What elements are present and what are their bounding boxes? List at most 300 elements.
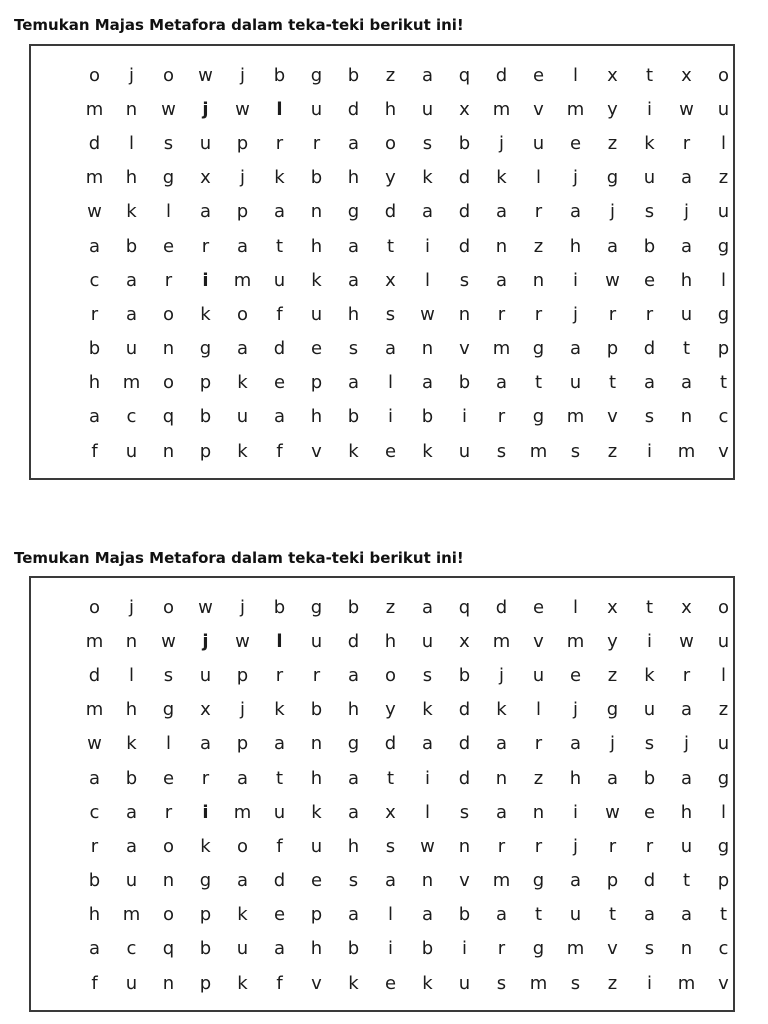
grid-letter: m xyxy=(529,972,548,994)
grid-letter: l xyxy=(387,372,393,394)
grid-letter: t xyxy=(386,767,395,789)
grid-letter: z xyxy=(533,767,544,789)
grid-letter: h xyxy=(680,269,693,291)
grid-letter: o xyxy=(162,904,174,926)
grid-letter: d xyxy=(458,699,471,721)
grid-letter: o xyxy=(88,596,100,618)
grid-letter: g xyxy=(162,167,175,189)
grid-letter: s xyxy=(163,132,174,154)
grid-letter: b xyxy=(273,64,286,86)
grid-letter: u xyxy=(717,201,730,223)
grid-letter: s xyxy=(644,733,655,755)
grid-letter: b xyxy=(458,132,471,154)
grid-letter: u xyxy=(125,338,138,360)
grid-letter: t xyxy=(534,372,543,394)
grid-letter: m xyxy=(492,630,511,652)
grid-letter: a xyxy=(347,269,360,291)
grid-letter: s xyxy=(385,835,396,857)
grid-letter: u xyxy=(680,303,693,325)
grid-letter: o xyxy=(162,596,174,618)
grid-letter: t xyxy=(386,235,395,257)
grid-letter: j xyxy=(498,132,504,154)
grid-letter: c xyxy=(718,406,729,428)
grid-letter: j xyxy=(239,699,245,721)
grid-letter: g xyxy=(717,835,730,857)
grid-letter: n xyxy=(125,98,138,120)
grid-letter: a xyxy=(421,596,434,618)
grid-letter: a xyxy=(384,338,397,360)
grid-letter: g xyxy=(532,406,545,428)
grid-letter: g xyxy=(162,699,175,721)
grid-letter: i xyxy=(646,440,652,462)
grid-letter: k xyxy=(237,372,248,394)
grid-letter: l xyxy=(128,664,134,686)
grid-letter: g xyxy=(606,167,619,189)
grid-letter: m xyxy=(85,98,104,120)
grid-letter: p xyxy=(236,733,249,755)
grid-letter: c xyxy=(89,801,100,823)
grid-letter: u xyxy=(310,630,323,652)
grid-letter: c xyxy=(126,938,137,960)
grid-letter: b xyxy=(643,767,656,789)
grid-letter: i xyxy=(461,938,467,960)
grid-letter: u xyxy=(569,372,582,394)
grid-letter: r xyxy=(534,303,543,325)
grid-letter: a xyxy=(125,835,138,857)
grid-letter: n xyxy=(532,269,545,291)
grid-letter: f xyxy=(91,972,98,994)
grid-letter: b xyxy=(310,699,323,721)
grid-letter: d xyxy=(347,630,360,652)
grid-letter: x xyxy=(385,801,396,823)
grid-letter: e xyxy=(310,338,323,360)
grid-letter: a xyxy=(421,904,434,926)
grid-letter: d xyxy=(495,64,508,86)
grid-letter: k xyxy=(644,132,655,154)
grid-letter: w xyxy=(87,733,102,755)
grid-letter: n xyxy=(495,235,508,257)
grid-letter: w xyxy=(605,801,620,823)
grid-letter: b xyxy=(347,64,360,86)
grid-letter: s xyxy=(570,972,581,994)
grid-letter: a xyxy=(569,733,582,755)
grid-letter: g xyxy=(199,870,212,892)
grid-letter: l xyxy=(165,201,171,223)
grid-letter: h xyxy=(88,904,101,926)
grid-letter: a xyxy=(680,699,693,721)
grid-letter: e xyxy=(162,767,175,789)
grid-letter: j xyxy=(128,64,134,86)
grid-letter: g xyxy=(532,338,545,360)
grid-letter: y xyxy=(607,630,618,652)
grid-letter: b xyxy=(88,870,101,892)
grid-letter: e xyxy=(273,372,286,394)
grid-letter: z xyxy=(607,440,618,462)
grid-letter: w xyxy=(87,201,102,223)
grid-letter: i xyxy=(461,406,467,428)
grid-letter: j xyxy=(683,201,689,223)
grid-letter: k xyxy=(274,699,285,721)
grid-letter: k xyxy=(348,440,359,462)
grid-letter: l xyxy=(720,801,726,823)
grid-letter: a xyxy=(421,733,434,755)
grid-letter: u xyxy=(643,167,656,189)
grid-letter: t xyxy=(608,372,617,394)
grid-letter: u xyxy=(421,630,434,652)
grid-letter: c xyxy=(718,938,729,960)
grid-letter: a xyxy=(495,372,508,394)
grid-letter: k xyxy=(496,699,507,721)
grid-letter: r xyxy=(645,303,654,325)
grid-letter: n xyxy=(162,972,175,994)
grid-letter: t xyxy=(719,904,728,926)
grid-letter: a xyxy=(347,904,360,926)
grid-letter: a xyxy=(384,870,397,892)
grid-letter: a xyxy=(680,167,693,189)
grid-letter: p xyxy=(199,372,212,394)
grid-letter: w xyxy=(420,835,435,857)
grid-letter: r xyxy=(90,303,99,325)
grid-letter: m xyxy=(85,630,104,652)
grid-letter: k xyxy=(311,801,322,823)
grid-letter: r xyxy=(275,664,284,686)
grid-letter: o xyxy=(384,132,396,154)
grid-letter: k xyxy=(200,303,211,325)
grid-letter: m xyxy=(122,904,141,926)
letter-grid xyxy=(76,58,742,468)
grid-letter: e xyxy=(643,801,656,823)
grid-letter: r xyxy=(534,835,543,857)
grid-letter: o xyxy=(162,303,174,325)
grid-letter: a xyxy=(88,938,101,960)
grid-letter: k xyxy=(422,699,433,721)
grid-letter: b xyxy=(125,235,138,257)
grid-letter: a xyxy=(347,372,360,394)
grid-letter: p xyxy=(717,338,730,360)
grid-letter: u xyxy=(717,98,730,120)
grid-letter: h xyxy=(310,235,323,257)
grid-letter: a xyxy=(421,201,434,223)
grid-letter: h xyxy=(310,938,323,960)
grid-letter: d xyxy=(347,98,360,120)
grid-letter: z xyxy=(607,972,618,994)
grid-letter: p xyxy=(606,870,619,892)
grid-letter: k xyxy=(200,835,211,857)
grid-letter: a xyxy=(347,235,360,257)
grid-letter: k xyxy=(422,972,433,994)
grid-letter: g xyxy=(717,235,730,257)
grid-letter: v xyxy=(311,440,322,462)
grid-letter: u xyxy=(458,972,471,994)
grid-letter: a xyxy=(643,904,656,926)
grid-letter: u xyxy=(532,132,545,154)
grid-letter: w xyxy=(679,630,694,652)
grid-letter: r xyxy=(312,132,321,154)
grid-letter: c xyxy=(89,269,100,291)
grid-letter: u xyxy=(125,870,138,892)
grid-letter: n xyxy=(125,630,138,652)
grid-letter: l xyxy=(572,596,578,618)
grid-letter: n xyxy=(532,801,545,823)
grid-letter: g xyxy=(532,870,545,892)
grid-letter: k xyxy=(237,904,248,926)
grid-letter: w xyxy=(679,98,694,120)
grid-letter: o xyxy=(384,664,396,686)
grid-letter: p xyxy=(236,132,249,154)
grid-letter: a xyxy=(606,767,619,789)
grid-letter: o xyxy=(236,303,248,325)
grid-letter: v xyxy=(459,870,470,892)
grid-letter: p xyxy=(236,664,249,686)
grid-letter: a xyxy=(495,904,508,926)
grid-letter: m xyxy=(566,406,585,428)
grid-letter: i xyxy=(646,972,652,994)
grid-letter: m xyxy=(492,870,511,892)
grid-letter: g xyxy=(310,64,323,86)
puzzle-frame xyxy=(29,576,735,1012)
grid-letter: r xyxy=(312,664,321,686)
grid-letter: l xyxy=(572,64,578,86)
grid-letter: t xyxy=(682,870,691,892)
grid-letter: t xyxy=(645,596,654,618)
grid-letter: s xyxy=(496,972,507,994)
grid-letter: j xyxy=(128,596,134,618)
grid-letter: w xyxy=(235,98,250,120)
grid-letter: s xyxy=(163,664,174,686)
grid-letter: j xyxy=(239,596,245,618)
grid-letter: j xyxy=(202,98,209,120)
grid-letter: l xyxy=(424,801,430,823)
grid-letter: a xyxy=(199,733,212,755)
grid-letter: r xyxy=(682,132,691,154)
grid-letter: e xyxy=(310,870,323,892)
grid-letter: b xyxy=(125,767,138,789)
grid-letter: a xyxy=(569,870,582,892)
grid-letter: h xyxy=(347,303,360,325)
grid-letter: b xyxy=(643,235,656,257)
grid-letter: s xyxy=(496,440,507,462)
grid-letter: e xyxy=(162,235,175,257)
grid-letter: b xyxy=(347,406,360,428)
grid-letter: l xyxy=(276,98,283,120)
grid-letter: h xyxy=(347,699,360,721)
grid-letter: v xyxy=(459,338,470,360)
grid-letter: b xyxy=(421,938,434,960)
grid-letter: u xyxy=(310,835,323,857)
grid-letter: m xyxy=(677,972,696,994)
grid-letter: r xyxy=(201,767,210,789)
grid-letter: x xyxy=(607,596,618,618)
grid-letter: f xyxy=(276,440,283,462)
grid-letter: m xyxy=(566,98,585,120)
grid-letter: g xyxy=(310,596,323,618)
grid-letter: j xyxy=(239,167,245,189)
grid-letter: m xyxy=(566,938,585,960)
grid-letter: a xyxy=(569,338,582,360)
grid-letter: p xyxy=(236,201,249,223)
grid-letter: k xyxy=(311,269,322,291)
grid-letter: j xyxy=(609,201,615,223)
grid-letter: p xyxy=(717,870,730,892)
grid-letter: v xyxy=(718,440,729,462)
grid-letter: a xyxy=(495,733,508,755)
grid-letter: h xyxy=(310,767,323,789)
grid-letter: e xyxy=(643,269,656,291)
grid-letter: v xyxy=(533,630,544,652)
grid-letter: a xyxy=(273,938,286,960)
grid-letter: m xyxy=(85,699,104,721)
grid-letter: b xyxy=(88,338,101,360)
grid-letter: s xyxy=(570,440,581,462)
grid-letter: i xyxy=(387,406,393,428)
grid-letter: p xyxy=(199,972,212,994)
grid-letter: w xyxy=(198,596,213,618)
grid-letter: a xyxy=(88,235,101,257)
grid-letter: d xyxy=(384,201,397,223)
grid-letter: j xyxy=(239,64,245,86)
grid-letter: n xyxy=(162,440,175,462)
grid-letter: o xyxy=(717,64,729,86)
grid-letter: w xyxy=(161,630,176,652)
grid-letter: i xyxy=(572,801,578,823)
grid-letter: n xyxy=(162,338,175,360)
grid-letter: n xyxy=(162,870,175,892)
grid-letter: w xyxy=(420,303,435,325)
grid-letter: a xyxy=(88,767,101,789)
grid-letter: w xyxy=(198,64,213,86)
grid-letter: k xyxy=(496,167,507,189)
grid-letter: b xyxy=(199,938,212,960)
grid-letter: y xyxy=(607,98,618,120)
grid-letter: x xyxy=(200,167,211,189)
grid-letter: m xyxy=(529,440,548,462)
grid-letter: y xyxy=(385,167,396,189)
grid-letter: i xyxy=(424,767,430,789)
grid-letter: f xyxy=(276,835,283,857)
grid-letter: u xyxy=(680,835,693,857)
grid-letter: i xyxy=(572,269,578,291)
grid-letter: m xyxy=(85,167,104,189)
grid-letter: l xyxy=(720,269,726,291)
grid-letter: a xyxy=(125,801,138,823)
grid-letter: z xyxy=(607,664,618,686)
grid-letter: n xyxy=(421,870,434,892)
grid-letter: f xyxy=(276,303,283,325)
puzzle-title: Temukan Majas Metafora dalam teka-teki berikut ini! xyxy=(14,549,464,567)
grid-letter: d xyxy=(643,870,656,892)
grid-letter: u xyxy=(717,630,730,652)
grid-letter: h xyxy=(88,372,101,394)
grid-letter: u xyxy=(125,440,138,462)
grid-letter: l xyxy=(720,132,726,154)
grid-letter: s xyxy=(459,269,470,291)
grid-letter: b xyxy=(310,167,323,189)
grid-letter: s xyxy=(644,201,655,223)
grid-letter: k xyxy=(422,167,433,189)
grid-letter: u xyxy=(199,132,212,154)
grid-letter: g xyxy=(347,201,360,223)
grid-letter: k xyxy=(422,440,433,462)
grid-letter: g xyxy=(717,767,730,789)
grid-letter: a xyxy=(495,201,508,223)
grid-letter: k xyxy=(274,167,285,189)
grid-letter: c xyxy=(126,406,137,428)
puzzle-title: Temukan Majas Metafora dalam teka-teki berikut ini! xyxy=(14,16,464,34)
grid-letter: e xyxy=(384,440,397,462)
grid-letter: g xyxy=(347,733,360,755)
grid-letter: a xyxy=(273,201,286,223)
grid-letter: b xyxy=(458,904,471,926)
grid-letter: k xyxy=(644,664,655,686)
grid-letter: a xyxy=(680,767,693,789)
grid-letter: u xyxy=(236,406,249,428)
grid-letter: a xyxy=(495,269,508,291)
grid-letter: q xyxy=(458,64,471,86)
grid-letter: k xyxy=(237,440,248,462)
grid-letter: u xyxy=(532,664,545,686)
grid-letter: s xyxy=(644,406,655,428)
grid-letter: d xyxy=(495,596,508,618)
grid-letter: g xyxy=(199,338,212,360)
grid-letter: z xyxy=(607,132,618,154)
grid-letter: a xyxy=(125,303,138,325)
grid-letter: u xyxy=(458,440,471,462)
grid-letter: h xyxy=(569,767,582,789)
grid-letter: a xyxy=(606,235,619,257)
grid-letter: j xyxy=(202,630,209,652)
grid-letter: n xyxy=(310,201,323,223)
grid-letter: r xyxy=(645,835,654,857)
grid-letter: x xyxy=(459,630,470,652)
grid-letter: u xyxy=(421,98,434,120)
grid-letter: x xyxy=(681,596,692,618)
grid-letter: d xyxy=(458,733,471,755)
grid-letter: b xyxy=(273,596,286,618)
grid-letter: h xyxy=(347,835,360,857)
grid-letter: g xyxy=(606,699,619,721)
grid-letter: u xyxy=(643,699,656,721)
grid-letter: a xyxy=(273,406,286,428)
grid-letter: t xyxy=(608,904,617,926)
grid-letter: a xyxy=(125,269,138,291)
grid-letter: t xyxy=(534,904,543,926)
grid-letter: n xyxy=(421,338,434,360)
grid-letter: l xyxy=(128,132,134,154)
grid-letter: d xyxy=(458,201,471,223)
grid-letter: r xyxy=(201,235,210,257)
grid-letter: r xyxy=(608,303,617,325)
grid-letter: t xyxy=(275,235,284,257)
grid-letter: b xyxy=(421,406,434,428)
grid-letter: r xyxy=(534,733,543,755)
grid-letter: k xyxy=(126,201,137,223)
grid-letter: j xyxy=(572,699,578,721)
grid-letter: r xyxy=(534,201,543,223)
grid-letter: v xyxy=(311,972,322,994)
grid-letter: d xyxy=(273,338,286,360)
grid-letter: s xyxy=(422,132,433,154)
grid-letter: g xyxy=(717,303,730,325)
grid-letter: x xyxy=(459,98,470,120)
grid-letter: x xyxy=(681,64,692,86)
grid-letter: s xyxy=(348,870,359,892)
grid-letter: q xyxy=(162,938,175,960)
grid-letter: a xyxy=(236,767,249,789)
grid-letter: d xyxy=(273,870,286,892)
grid-letter: h xyxy=(347,167,360,189)
grid-letter: k xyxy=(237,972,248,994)
grid-letter: v xyxy=(718,972,729,994)
